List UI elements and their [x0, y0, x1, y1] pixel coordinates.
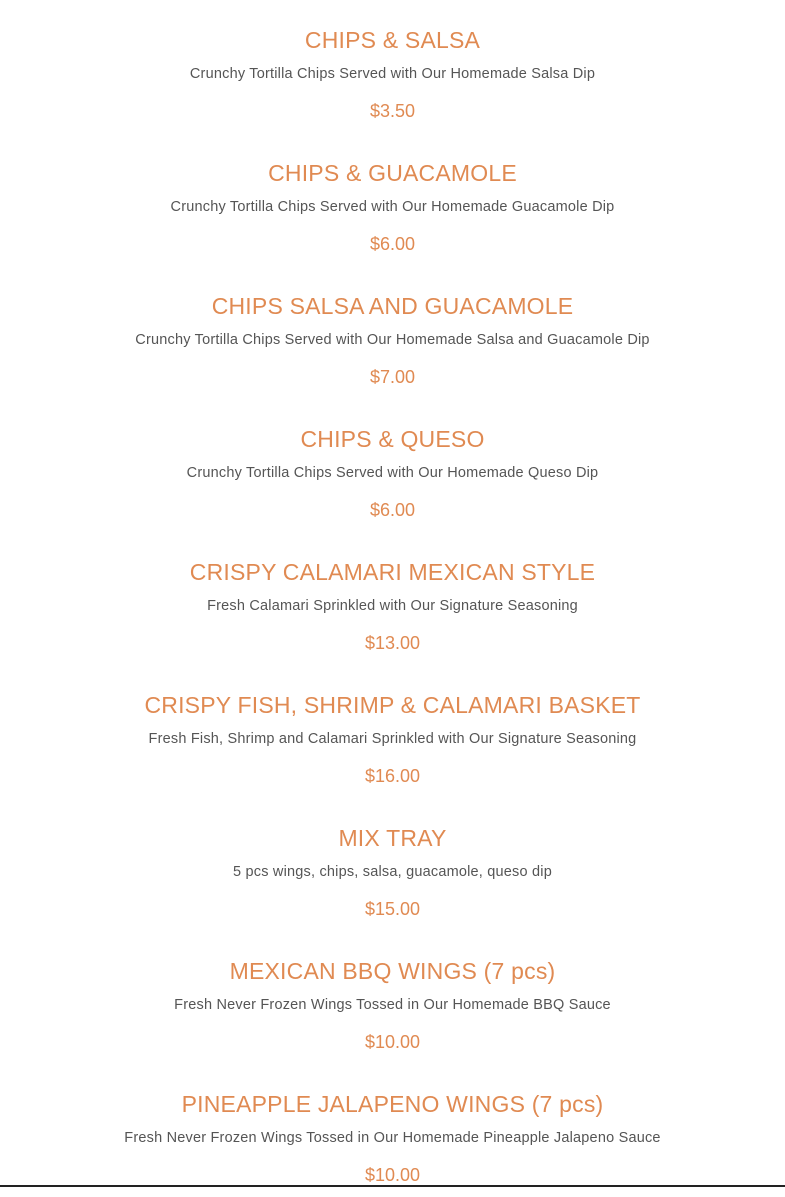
menu-item-name: PINEAPPLE JALAPENO WINGS (7 pcs): [181, 1091, 604, 1117]
menu-item-name: CHIPS & GUACAMOLE: [268, 160, 517, 186]
menu-item-description: Fresh Calamari Sprinkled with Our Signature Seasoning: [207, 598, 578, 614]
menu-item: [0, 133, 785, 266]
menu-item-description: Crunchy Tortilla Chips Served with Our Homemade Salsa and Guacamole Dip: [135, 332, 650, 348]
menu-item-description: Fresh Never Frozen Wings Tossed in Our Homemade BBQ Sauce: [174, 997, 611, 1013]
menu-item-name: CHIPS & QUESO: [300, 426, 485, 452]
menu-item-price: $13.00: [364, 633, 421, 653]
menu-item-name: CHIPS SALSA AND GUACAMOLE: [211, 293, 574, 319]
menu-item-name: MEXICAN BBQ WINGS (7 pcs): [229, 958, 556, 984]
menu-item-description: Fresh Never Frozen Wings Tossed in Our Homemade Pineapple Jalapeno Sauce: [124, 1130, 661, 1146]
menu-item-price: $6.00: [369, 500, 416, 520]
menu-item-description: 5 pcs wings, chips, salsa, guacamole, queso dip: [233, 864, 552, 880]
menu-item-price: $10.00: [364, 1032, 421, 1052]
menu-item-price: $6.00: [369, 234, 416, 254]
menu-item: [0, 399, 785, 532]
menu-item-description: Crunchy Tortilla Chips Served with Our Homemade Queso Dip: [186, 465, 599, 481]
menu-item-description: Crunchy Tortilla Chips Served with Our Homemade Salsa Dip: [189, 66, 596, 82]
menu-item: [0, 532, 785, 665]
menu-item: [0, 0, 785, 133]
menu-item-description: Crunchy Tortilla Chips Served with Our Homemade Guacamole Dip: [170, 199, 615, 215]
menu-item-price: $10.00: [364, 1165, 421, 1185]
menu-item-price: $15.00: [364, 899, 421, 919]
menu-item: [0, 798, 785, 931]
menu-item-name: CRISPY FISH, SHRIMP & CALAMARI BASKET: [144, 692, 641, 718]
menu-item-name: CRISPY CALAMARI MEXICAN STYLE: [189, 559, 596, 585]
menu-item-name: MIX TRAY: [338, 825, 447, 851]
menu-item-price: $7.00: [369, 367, 416, 387]
menu-item-price: $16.00: [364, 766, 421, 786]
menu-item: [0, 665, 785, 798]
menu-item-description: Fresh Fish, Shrimp and Calamari Sprinkled with Our Signature Seasoning: [148, 731, 637, 747]
menu-item-price: $3.50: [369, 101, 416, 121]
menu-item: [0, 1064, 785, 1197]
menu-item: [0, 266, 785, 399]
menu-item: [0, 931, 785, 1064]
menu-item-name: CHIPS & SALSA: [304, 27, 481, 53]
